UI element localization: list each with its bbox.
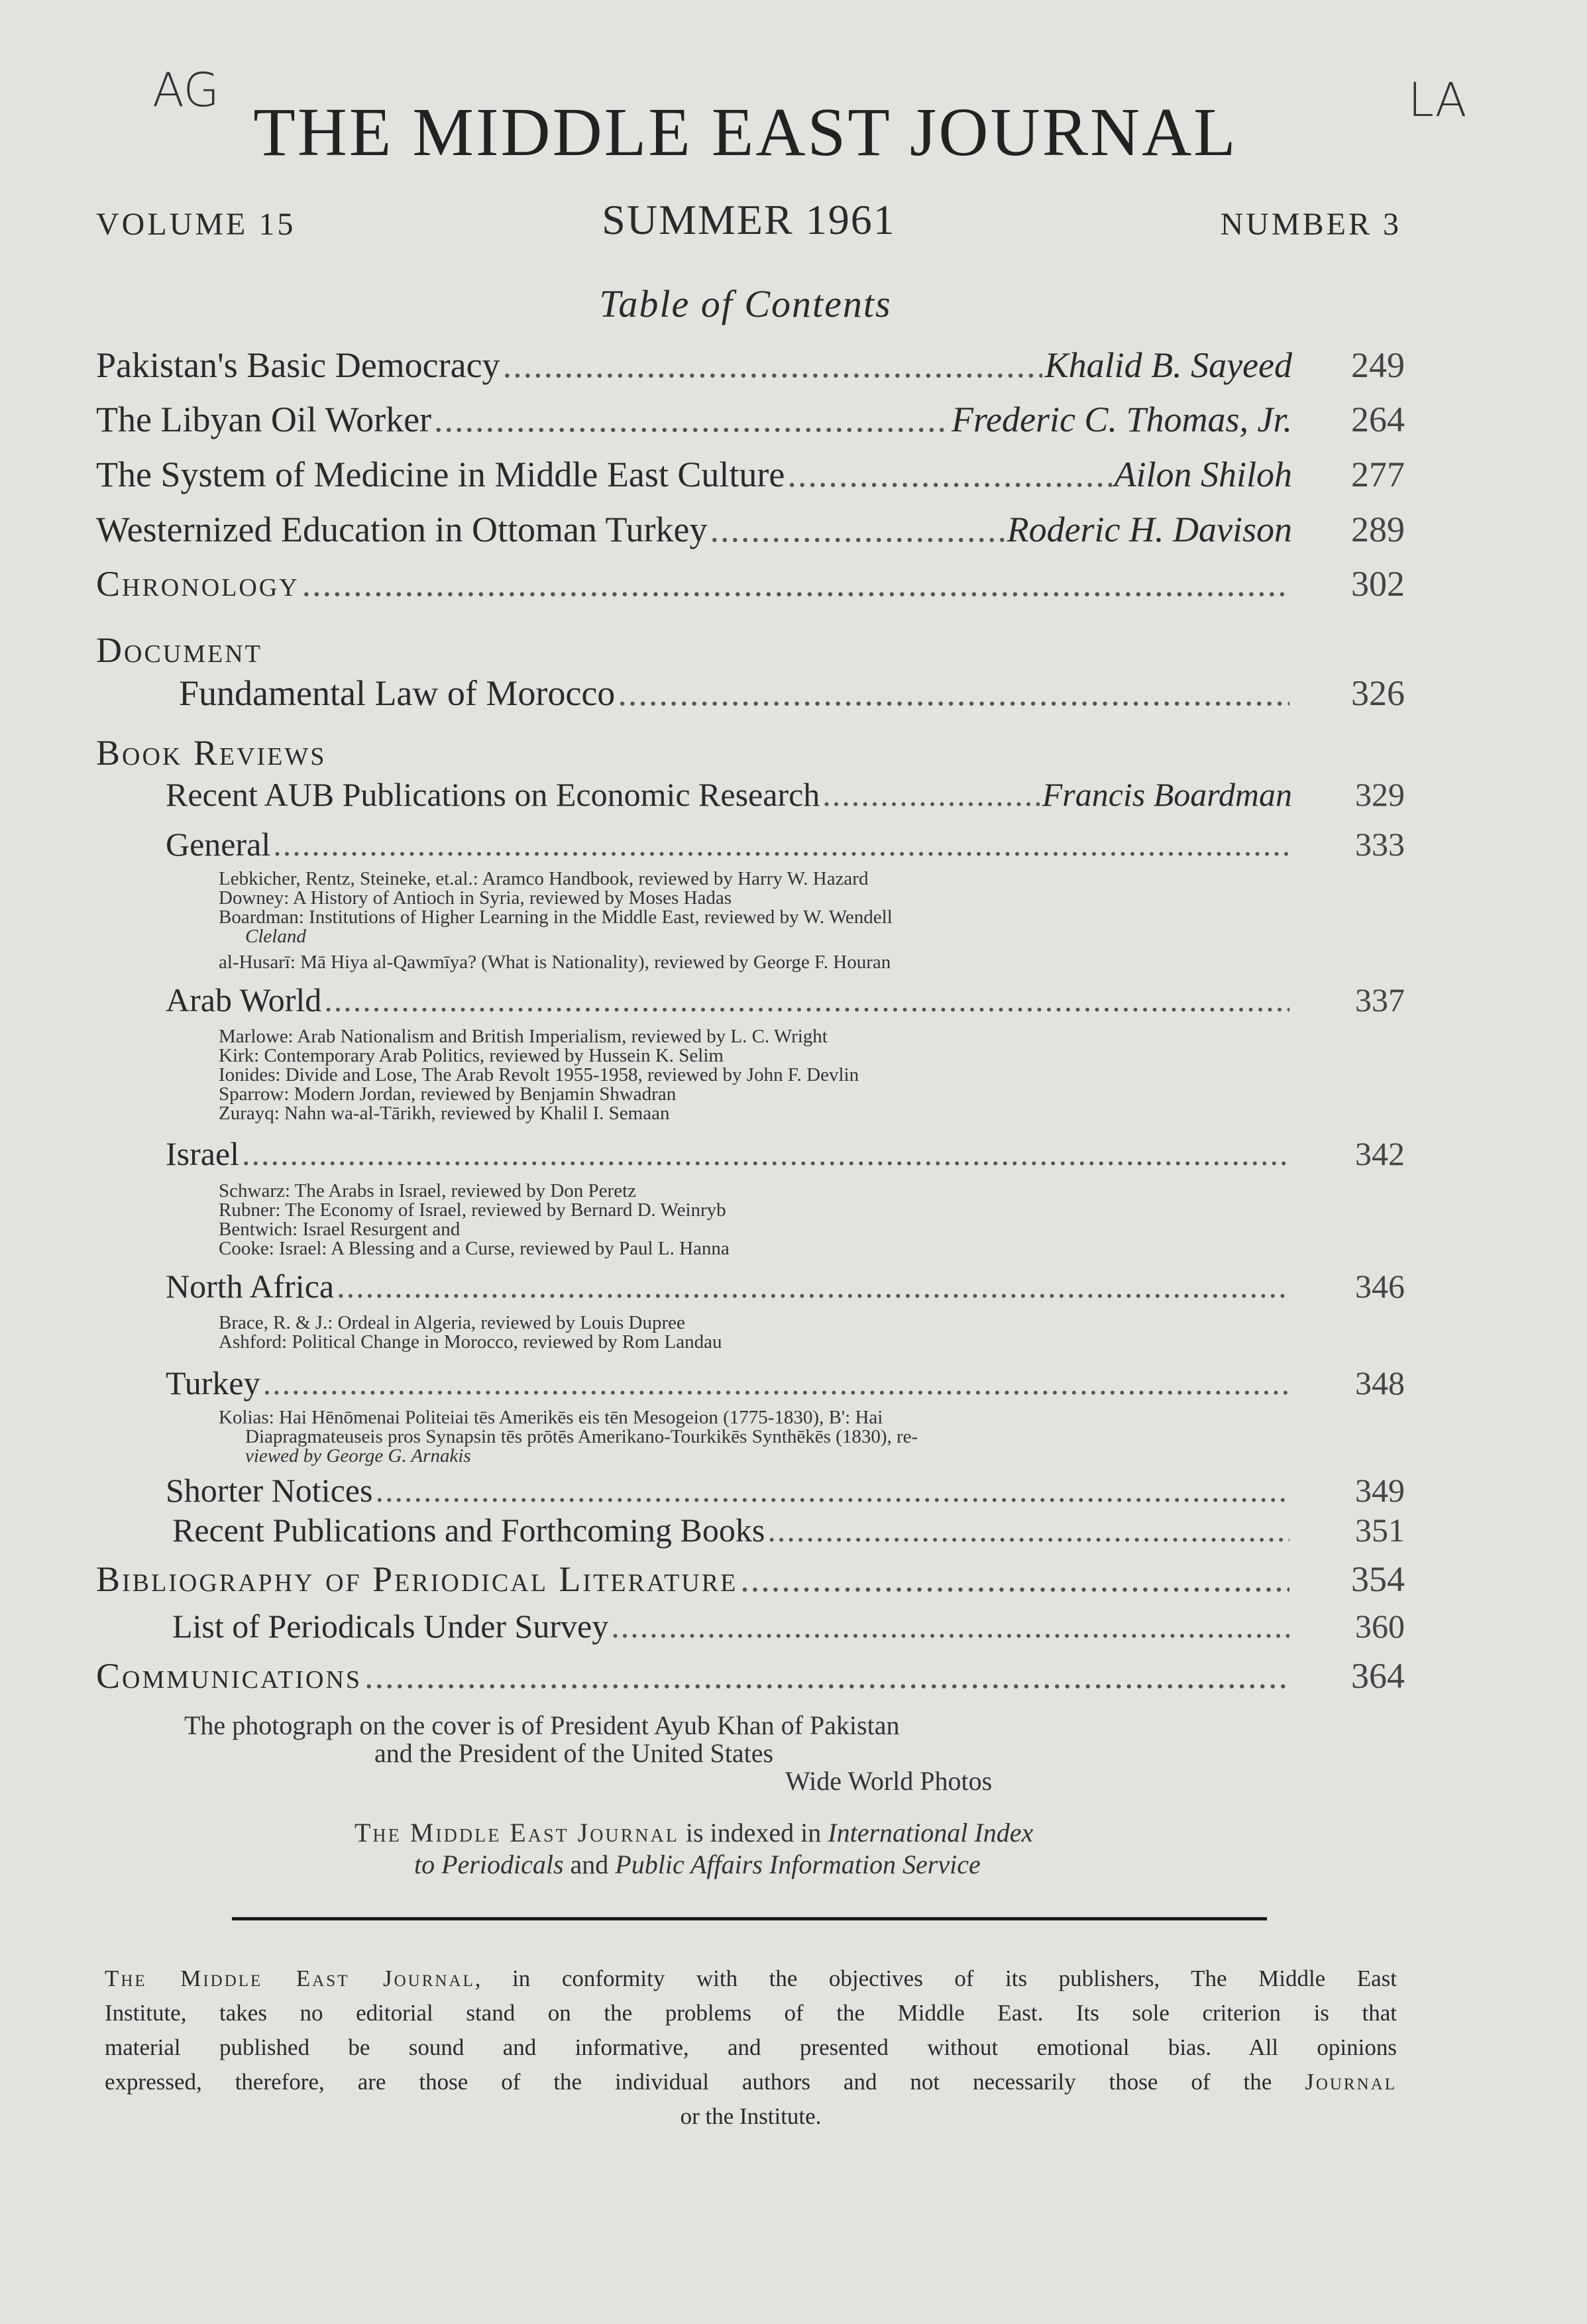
- journal-word: Journal: [1305, 2069, 1397, 2095]
- policy-line: [105, 1962, 1397, 1996]
- review-line: Cleland: [245, 926, 306, 947]
- toc-article: [96, 454, 1405, 500]
- journal-name: The Middle East Journal: [105, 1965, 475, 1991]
- index-note-line2: [414, 1849, 981, 1880]
- page-number: 329: [1355, 776, 1405, 813]
- toc-chronology: [96, 563, 1405, 610]
- article-title: The Libyan Oil Worker: [96, 400, 432, 439]
- handwritten-mark-right: LA: [1408, 73, 1467, 127]
- toc-review-category: [166, 1364, 1405, 1406]
- leader-dots: [740, 1559, 1289, 1600]
- leader-dots: [710, 509, 1004, 550]
- page-number: 348: [1355, 1364, 1405, 1402]
- policy-line: or the Institute.: [680, 2103, 822, 2129]
- toc-heading: Table of Contents: [599, 282, 892, 325]
- leader-dots: [302, 563, 1289, 604]
- policy-text: , in conformity with the objectives of its publishers, The Middle East: [474, 1965, 1397, 1991]
- category-label: North Africa: [166, 1268, 335, 1305]
- leader-dots: [375, 1471, 1289, 1510]
- editorial-policy: [105, 1962, 1397, 2134]
- page-number: 337: [1355, 981, 1405, 1019]
- page-number: 302: [1351, 564, 1405, 604]
- leader-dots: [242, 1134, 1289, 1173]
- number-label: NUMBER 3: [1220, 207, 1401, 242]
- article-author: Khalid B. Sayeed: [1044, 345, 1292, 385]
- page-number: 326: [1351, 673, 1405, 713]
- page-number: 346: [1355, 1268, 1405, 1305]
- article-author: Roderic H. Davison: [1007, 510, 1292, 549]
- review-line: Kirk: Contemporary Arab Politics, reviewed by Hussein K. Selim: [219, 1045, 724, 1066]
- policy-line: material published be sound and informative, and presented without emotional bias. All opinions: [105, 2034, 1397, 2060]
- item-title: Fundamental Law of Morocco: [179, 673, 616, 713]
- leader-dots: [434, 399, 949, 440]
- review-line: Brace, R. & J.: Ordeal in Algeria, reviewed by Louis Dupree: [219, 1312, 685, 1333]
- category-label: Israel: [166, 1135, 240, 1172]
- issue-info-row: [96, 195, 1401, 249]
- toc-bibliography: [96, 1559, 1405, 1605]
- toc-article: [96, 345, 1405, 391]
- article-author: Ailon Shiloh: [1114, 455, 1292, 494]
- page-number: 360: [1355, 1608, 1405, 1645]
- item-title: List of Periodicals Under Survey: [172, 1608, 609, 1645]
- leader-dots: [263, 1364, 1289, 1402]
- review-line: Lebkicher, Rentz, Steineke, et.al.: Aramco Handbook, reviewed by Harry W. Hazard: [219, 868, 869, 889]
- toc-review-category: [166, 825, 1405, 867]
- toc-shorter-notices: [166, 1471, 1405, 1514]
- leader-dots: [611, 1607, 1289, 1645]
- leader-dots: [503, 345, 1042, 386]
- page-number: 364: [1351, 1656, 1405, 1696]
- volume-label: VOLUME 15: [96, 207, 296, 242]
- cover-note-line: and the President of the United States: [374, 1738, 774, 1768]
- page-number: 333: [1355, 826, 1405, 863]
- toc-article: [96, 509, 1405, 555]
- page-number: 277: [1351, 455, 1405, 494]
- review-line: Schwarz: The Arabs in Israel, reviewed by Don Peretz: [219, 1180, 636, 1201]
- review-line: Diapragmateuseis pros Synapsin tēs prōtēs Amerikano-Tourkikēs Synthēkēs (1830), re-: [245, 1426, 918, 1447]
- handwritten-mark-left: AG: [152, 63, 219, 117]
- toc-review-category: [166, 1267, 1405, 1309]
- cover-note-line: The photograph on the cover is of President Ayub Khan of Pakistan: [184, 1710, 900, 1740]
- review-line: Kolias: Hai Hēnōmenai Politeiai tēs Amerikēs eis tēn Mesogeion (1775-1830), B': Hai: [219, 1407, 883, 1428]
- review-line: Zurayq: Nahn wa-al-Tārikh, reviewed by Khalil I. Semaan: [219, 1103, 670, 1124]
- photo-credit: Wide World Photos: [785, 1766, 993, 1796]
- index-name: Public Affairs Information Service: [615, 1850, 981, 1879]
- review-line: Downey: A History of Antioch in Syria, reviewed by Moses Hadas: [219, 887, 732, 909]
- leader-dots: [337, 1267, 1289, 1305]
- toc-review-item: [166, 775, 1405, 818]
- toc-review-category: [166, 981, 1405, 1023]
- divider-rule: [232, 1917, 1267, 1920]
- review-line: viewed by George G. Arnakis: [245, 1445, 471, 1466]
- index-and: and: [570, 1850, 609, 1879]
- category-label: General: [166, 826, 271, 863]
- toc-article: [96, 399, 1405, 445]
- journal-name: The Middle East Journal: [355, 1818, 679, 1848]
- review-line: Ashford: Political Change in Morocco, reviewed by Rom Landau: [219, 1331, 722, 1353]
- page-number: 264: [1351, 400, 1405, 439]
- review-line: Rubner: The Economy of Israel, reviewed by Bernard D. Weinryb: [219, 1199, 726, 1221]
- page-number: 249: [1351, 345, 1405, 385]
- policy-text: expressed, therefore, are those of the individual authors and not necessarily those of the: [105, 2069, 1272, 2095]
- toc-recent-publications: [172, 1511, 1405, 1553]
- index-name: International Index: [828, 1818, 1034, 1848]
- review-line: al-Husarī: Mā Hiya al-Qawmīya? (What is Nationality), reviewed by George F. Houran: [219, 952, 891, 973]
- policy-line: [105, 2065, 1397, 2099]
- toc-document-item: [179, 673, 1405, 719]
- article-title: Pakistan's Basic Democracy: [96, 345, 500, 385]
- article-title: The System of Medicine in Middle East Culture: [96, 455, 785, 494]
- review-line: Sparrow: Modern Jordan, reviewed by Benjamin Shwadran: [219, 1083, 677, 1105]
- category-label: Turkey: [166, 1364, 260, 1402]
- index-note-line1: [355, 1817, 1033, 1848]
- section-label: Communications: [96, 1656, 362, 1696]
- page-number: 354: [1351, 1559, 1405, 1599]
- page-number: 289: [1351, 510, 1405, 549]
- review-line: Boardman: Institutions of Higher Learning in the Middle East, reviewed by W. Wendell: [219, 907, 893, 928]
- toc-periodicals-list: [172, 1607, 1405, 1649]
- article-author: Frederic C. Thomas, Jr.: [952, 400, 1292, 439]
- leader-dots: [273, 825, 1289, 863]
- item-title: Shorter Notices: [166, 1472, 373, 1509]
- leader-dots: [364, 1655, 1289, 1696]
- item-title: Recent Publications and Forthcoming Books: [172, 1512, 765, 1549]
- section-label: Chronology: [96, 564, 300, 604]
- leader-dots: [822, 775, 1039, 814]
- page-number: 342: [1355, 1135, 1405, 1172]
- review-line: Marlowe: Arab Nationalism and British Imperialism, reviewed by L. C. Wright: [219, 1026, 828, 1047]
- section-heading-book-reviews: Book Reviews: [96, 733, 327, 773]
- journal-title: THE MIDDLE EAST JOURNAL: [253, 94, 1238, 170]
- index-name: to Periodicals: [414, 1850, 564, 1879]
- leader-dots: [618, 673, 1289, 714]
- item-title: Recent AUB Publications on Economic Research: [166, 776, 820, 813]
- leader-dots: [787, 454, 1111, 495]
- season-label: SUMMER 1961: [602, 196, 896, 243]
- leader-dots: [767, 1511, 1289, 1549]
- review-line: Bentwich: Israel Resurgent and: [219, 1219, 461, 1240]
- review-line: Ionides: Divide and Lose, The Arab Revolt 1955-1958, reviewed by John F. Devlin: [219, 1064, 859, 1085]
- index-text: is indexed in: [685, 1818, 822, 1848]
- page-number: 349: [1355, 1472, 1405, 1509]
- item-author: Francis Boardman: [1042, 776, 1292, 813]
- article-title: Westernized Education in Ottoman Turkey: [96, 510, 708, 549]
- leader-dots: [324, 981, 1289, 1019]
- policy-line: Institute, takes no editorial stand on the problems of the Middle East. Its sole criterion is that: [105, 2000, 1397, 2026]
- category-label: Arab World: [166, 981, 322, 1019]
- toc-review-category: [166, 1134, 1405, 1177]
- page-number: 351: [1355, 1512, 1405, 1549]
- toc-communications: [96, 1655, 1405, 1702]
- section-heading-document: Document: [96, 630, 262, 670]
- review-line: Cooke: Israel: A Blessing and a Curse, reviewed by Paul L. Hanna: [219, 1238, 730, 1259]
- section-label: Bibliography of Periodical Literature: [96, 1559, 738, 1599]
